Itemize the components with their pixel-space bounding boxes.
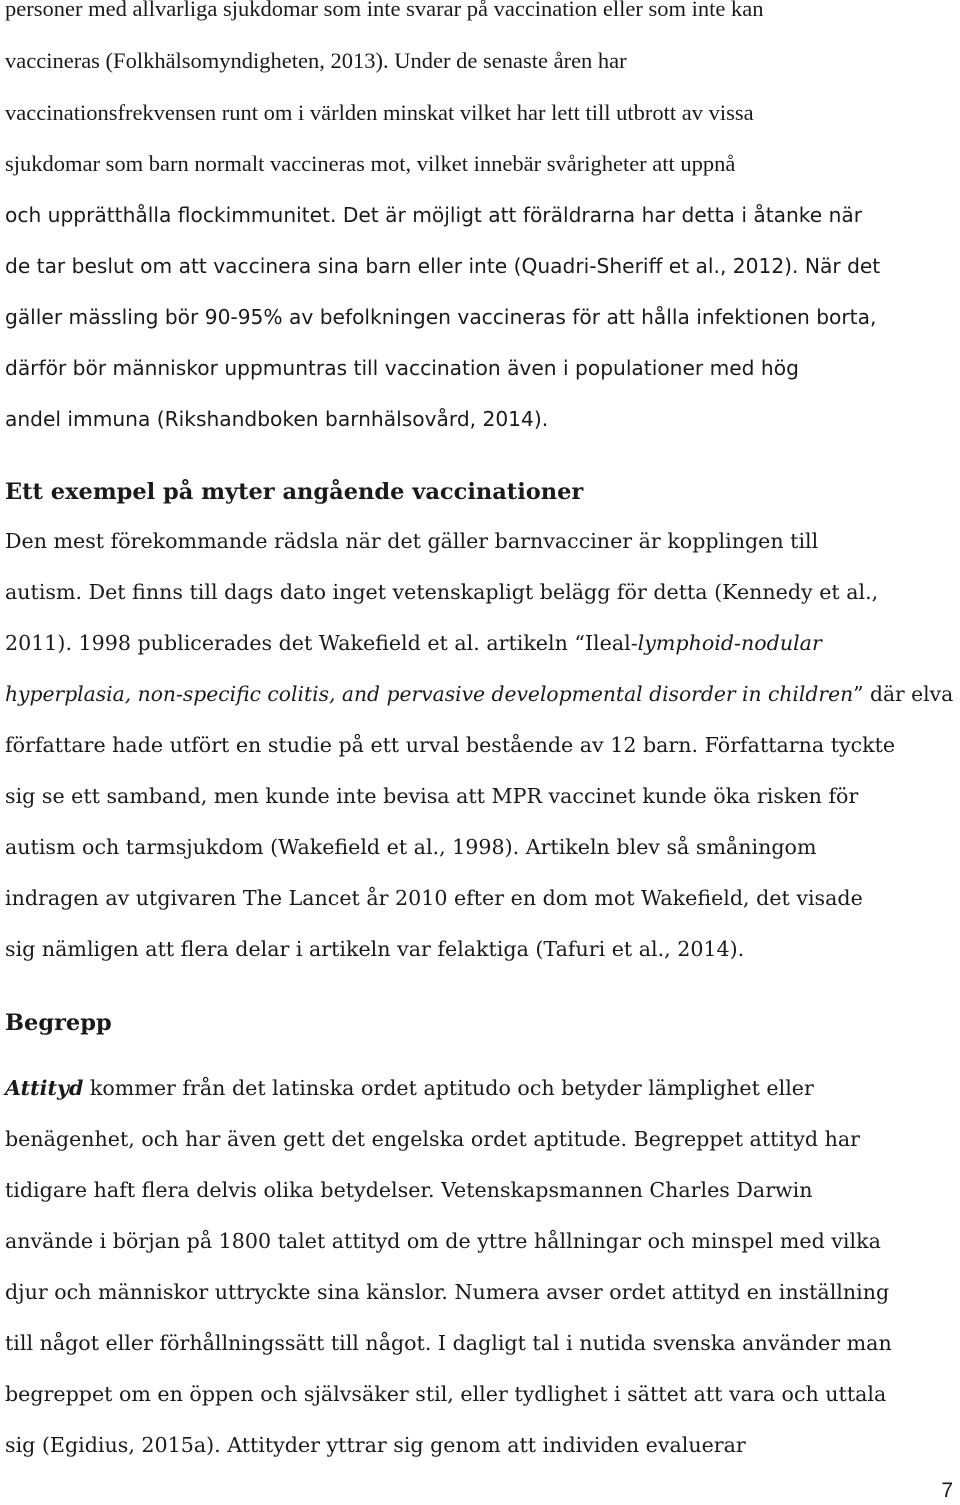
begrepp-line-7: begreppet om en öppen och självsäker stil, eller tydlighet i sättet att vara och uttala bbox=[5, 1382, 887, 1406]
intro-line-5 bbox=[5, 200, 862, 230]
section-heading-begrepp: Begrepp bbox=[5, 1010, 112, 1036]
begrepp-line-8: sig (Egidius, 2015a). Attityder yttrar sig genom att individen evaluerar bbox=[5, 1433, 746, 1457]
myths-line-9: sig nämligen att flera delar i artikeln var felaktiga (Tafuri et al., 2014). bbox=[5, 937, 745, 961]
myths-line-4-b: där elva bbox=[863, 682, 954, 706]
intro-line-6-b: När det bbox=[798, 254, 881, 278]
page-number: 7 bbox=[941, 1479, 953, 1502]
begrepp-line-1-rest: kommer från det latinska ordet aptitudo och betyder lämplighet eller bbox=[83, 1076, 814, 1100]
myths-line-4-a: hyperplasia, non-specific colitis, and pervasive developmental disorder in children bbox=[5, 682, 854, 706]
intro-line-6-a: de tar beslut om att vaccinera sina barn eller inte (Quadri-Sheriff et al., 2012). bbox=[5, 254, 799, 278]
open-quote: “ bbox=[574, 631, 585, 655]
intro-line-5-a: och upprätthålla flockimmunitet. bbox=[5, 203, 337, 227]
intro-line-3: vaccinationsfrekvensen runt om i världen minskat vilket har lett till utbrott av vissa bbox=[5, 100, 754, 125]
begrepp-line-5: djur och människor uttryckte sina känslor. Numera avser ordet attityd en inställning bbox=[5, 1280, 890, 1304]
term-attityd: Attityd bbox=[5, 1076, 84, 1100]
intro-line-5-b: Det är möjligt att föräldrarna har detta i åtanke när bbox=[336, 203, 863, 227]
intro-line-8: därför bör människor uppmuntras till vaccination även i populationer med hög bbox=[5, 356, 799, 380]
intro-line-2: vaccineras (Folkhälsomyndigheten, 2013). Under de senaste åren har bbox=[5, 48, 627, 73]
myths-line-7: autism och tarmsjukdom (Wakefield et al., 1998). Artikeln blev så småningom bbox=[5, 835, 817, 859]
myths-line-4 bbox=[5, 679, 953, 709]
myths-line-5: författare hade utfört en studie på ett urval bestående av 12 barn. Författarna tyckte bbox=[5, 733, 896, 757]
section-heading-myths: Ett exempel på myter angående vaccinationer bbox=[5, 479, 584, 505]
begrepp-line-6: till något eller förhållningssätt till något. I dagligt tal i nutida svenska använder man bbox=[5, 1331, 892, 1355]
intro-line-9: andel immuna (Rikshandboken barnhälsovård, 2014). bbox=[5, 407, 549, 431]
myths-line-2: autism. Det finns till dags dato inget vetenskapligt belägg för detta (Kennedy et al., bbox=[5, 580, 879, 604]
intro-line-7: gäller mässling bör 90-95% av befolkningen vaccineras för att hålla infektionen borta, bbox=[5, 305, 877, 329]
begrepp-line-3: tidigare haft flera delvis olika betydelser. Vetenskapsmannen Charles Darwin bbox=[5, 1178, 813, 1202]
myths-line-3 bbox=[5, 628, 822, 658]
begrepp-line-1 bbox=[5, 1073, 814, 1103]
begrepp-line-4: använde i början på 1800 talet attityd om de yttre hållningar och minspel med vilka bbox=[5, 1229, 881, 1253]
close-quote: ” bbox=[853, 682, 864, 706]
myths-line-3-c: lymphoid-nodular bbox=[637, 631, 822, 655]
intro-line-1: personer med allvarliga sjukdomar som inte svarar på vaccination eller som inte kan bbox=[5, 0, 764, 21]
intro-line-4: sjukdomar som barn normalt vaccineras mot, vilket innebär svårigheter att uppnå bbox=[5, 151, 736, 176]
intro-line-6 bbox=[5, 251, 880, 281]
myths-line-1: Den mest förekommande rädsla när det gäller barnvacciner är kopplingen till bbox=[5, 529, 819, 553]
begrepp-line-2: benägenhet, och har även gett det engelska ordet aptitude. Begreppet attityd har bbox=[5, 1127, 860, 1151]
myths-line-3-a: 2011). 1998 publicerades det Wakefield et al. artikeln bbox=[5, 631, 575, 655]
myths-line-8: indragen av utgivaren The Lancet år 2010 efter en dom mot Wakefield, det visade bbox=[5, 886, 863, 910]
myths-line-6: sig se ett samband, men kunde inte bevisa att MPR vaccinet kunde öka risken för bbox=[5, 784, 859, 808]
myths-line-3-b: Ileal- bbox=[584, 631, 638, 655]
